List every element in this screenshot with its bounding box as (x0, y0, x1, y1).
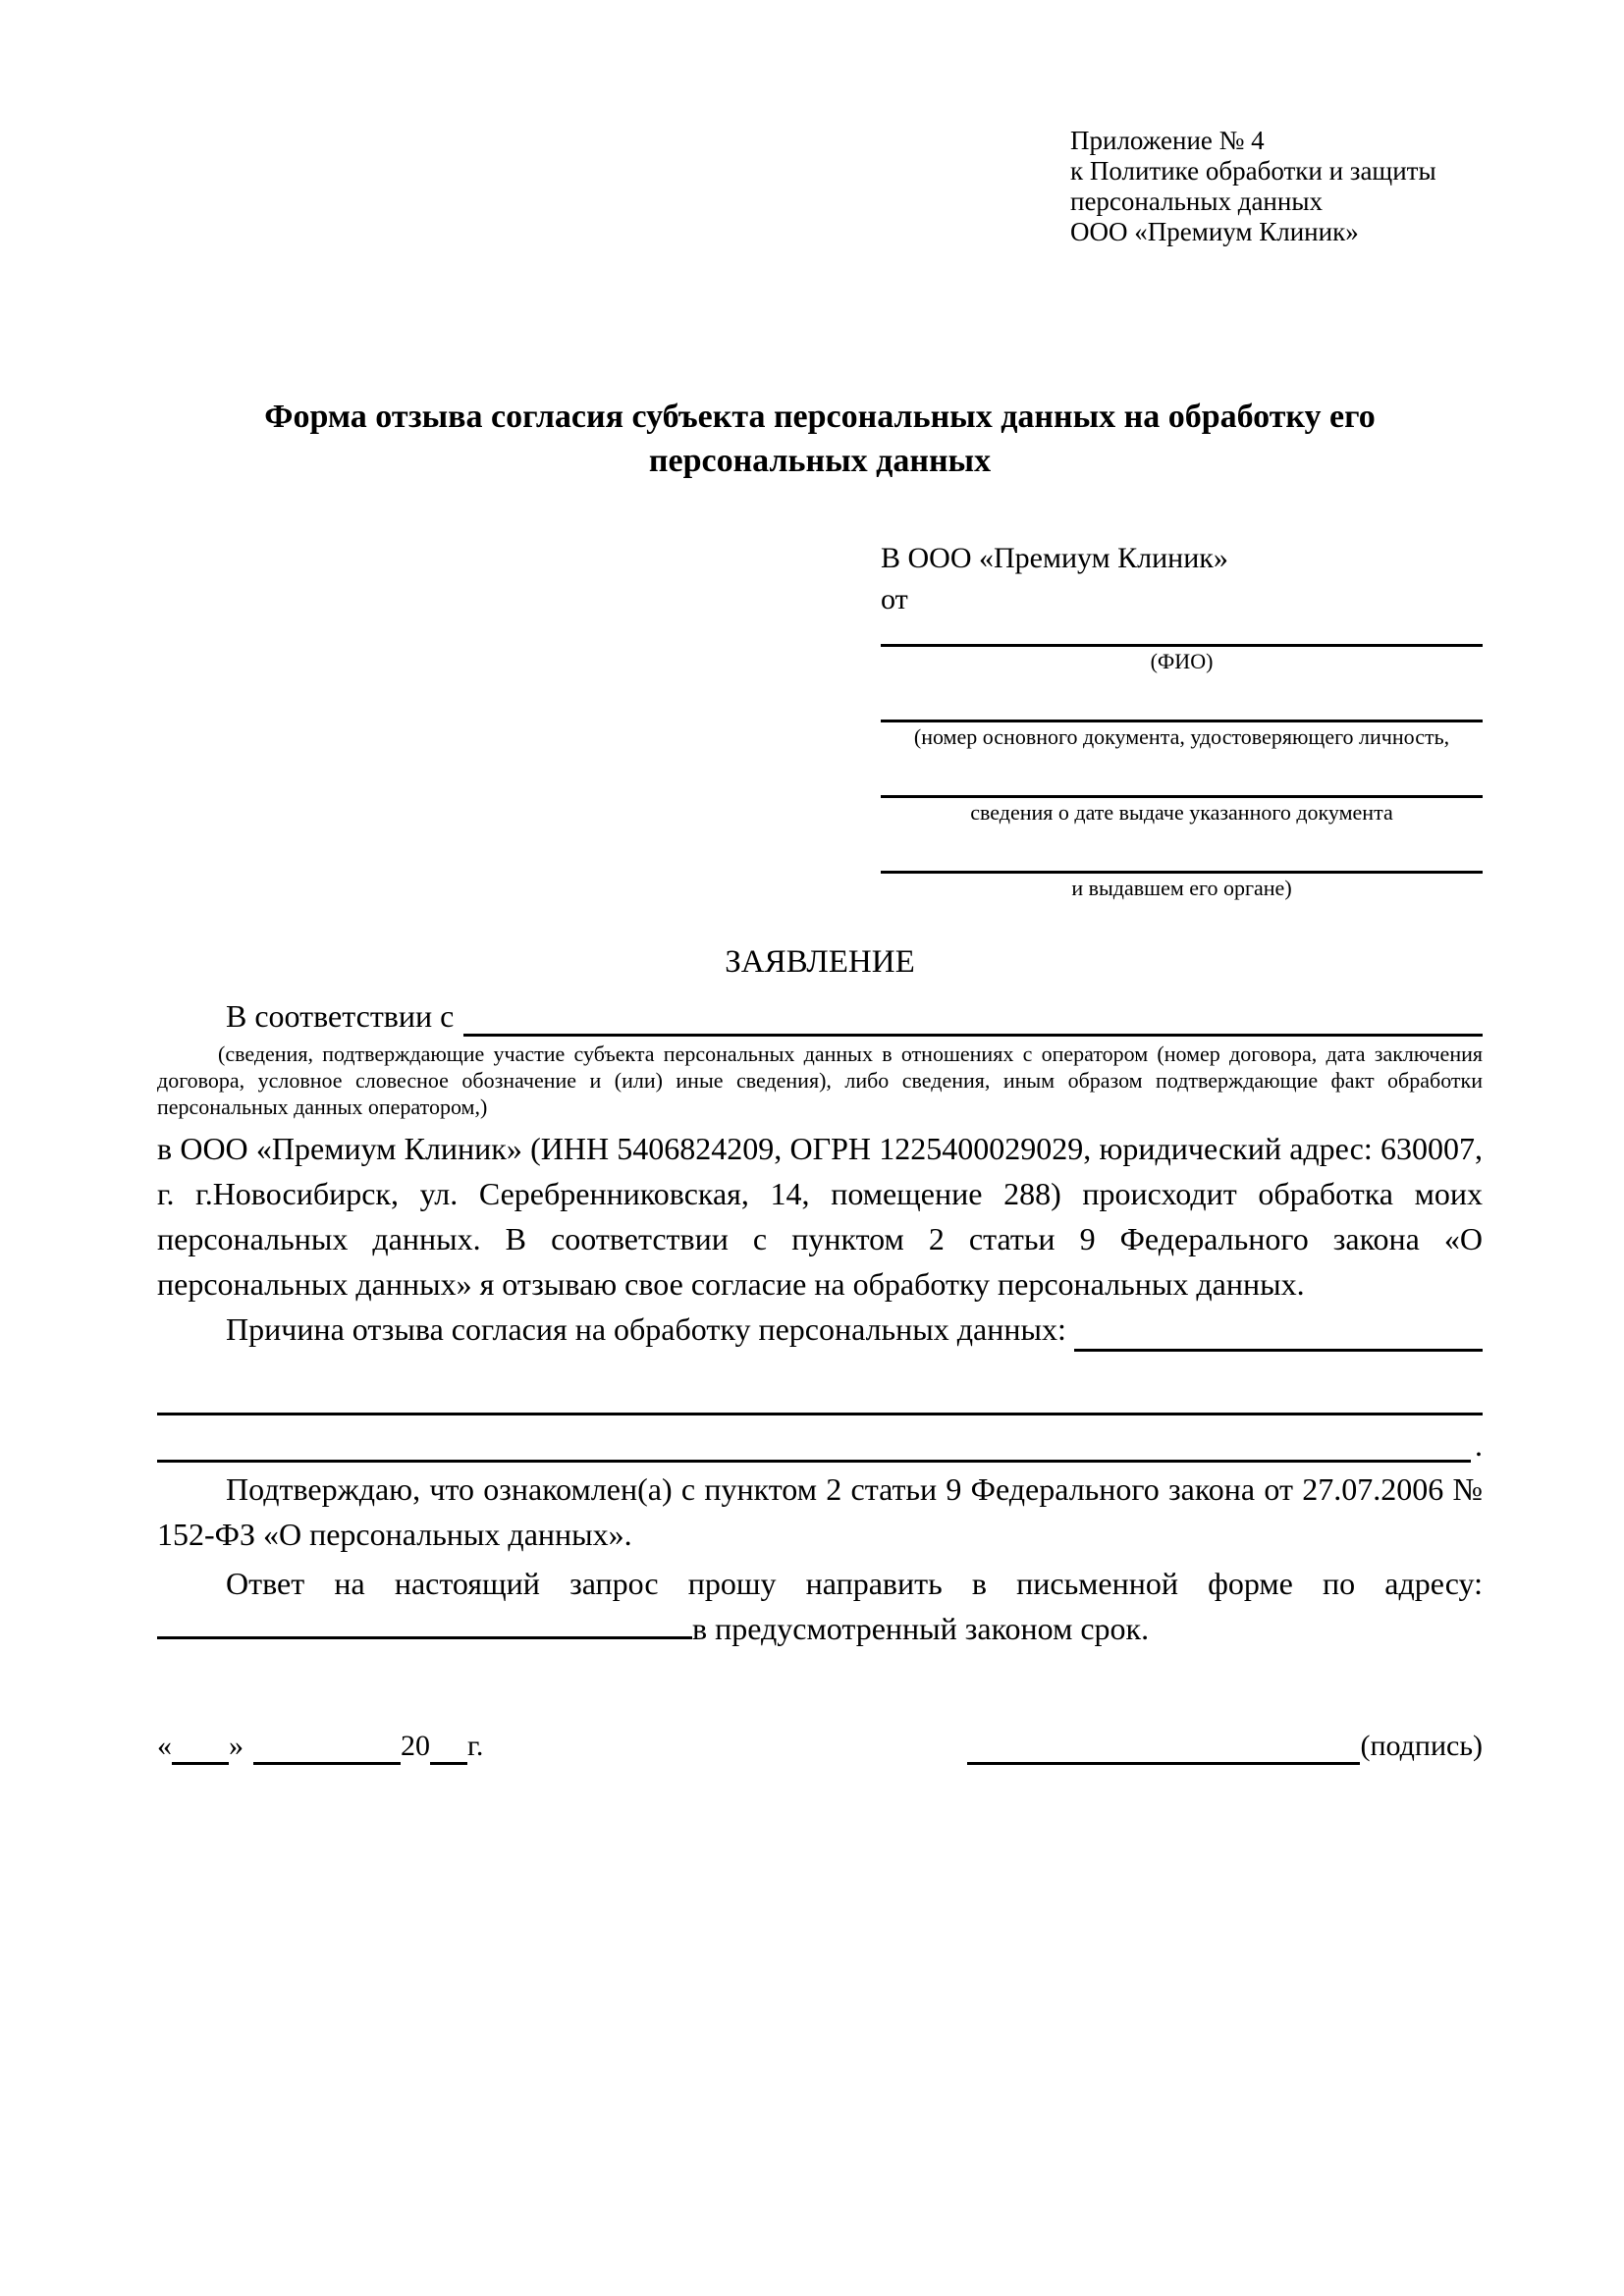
reason-row (157, 1307, 1483, 1352)
reason-blank-line-3 (157, 1415, 1483, 1463)
date-quote-close: » (229, 1730, 244, 1762)
doc-issuer-field (881, 871, 1483, 901)
signature-line (967, 1728, 1483, 1765)
appendix-line: к Политике обработки и защиты (1070, 156, 1436, 186)
appendix-block (1070, 126, 1483, 247)
reason-terminator: . (1475, 1427, 1483, 1463)
reply-request-text: Ответ на настоящий запрос прошу направить в письменной форме по адресу: (226, 1566, 1483, 1601)
statement-heading: ЗАЯВЛЕНИЕ (725, 944, 915, 980)
confirmation-paragraph: Подтверждаю, что ознакомлен(а) с пунктом 2 статьи 9 Федерального закона от 27.07.2006 № 152-ФЗ «О персональных данных». (157, 1471, 1483, 1552)
recipient-from-label: от (881, 583, 908, 615)
date-day-blank (172, 1733, 229, 1765)
fio-caption: (ФИО) (1150, 649, 1214, 673)
signature-caption: (подпись) (1360, 1730, 1483, 1762)
reason-blank-line-2 (157, 1352, 1483, 1415)
intro-row (157, 995, 1483, 1037)
recipient-block (881, 540, 1483, 901)
date-quote-open: « (157, 1730, 172, 1762)
reply-request-tail: в предусмотренный законом срок. (692, 1611, 1150, 1646)
fio-blank-line (881, 618, 1483, 647)
intro-note: (сведения, подтверждающие участие субъекта персональных данных в отношениях с оператором (номер договора, дата заключения договора, условное словесное обозначение и (или) иные сведения), либо сведения, иным образом подтверждающие факт обработки персональных данных оператором,) (157, 1041, 1483, 1119)
date-line (157, 1728, 483, 1765)
reason-label: Причина отзыва согласия на обработку персональных данных: (226, 1311, 1066, 1347)
doc-issue-date-caption: сведения о дате выдаче указанного документа (970, 800, 1393, 825)
doc-issuer-caption: и выдавшем его органе) (1071, 876, 1292, 900)
reason-blank-line-3-rule (157, 1415, 1471, 1463)
doc-issue-date-field (881, 795, 1483, 826)
signature-blank-line (967, 1733, 1360, 1765)
reply-address-blank-line (157, 1636, 692, 1639)
appendix-line: Приложение № 4 (1070, 126, 1265, 155)
document-title: Форма отзыва согласия субъекта персональных данных на обработку его персональных данных (264, 399, 1376, 479)
recipient-to: В ООО «Премиум Клиник» (881, 542, 1228, 574)
date-year-prefix: 20 (401, 1730, 430, 1762)
intro-blank-line (463, 995, 1483, 1037)
date-month-blank (253, 1733, 401, 1765)
appendix-line: ООО «Премиум Клиник» (1070, 217, 1359, 246)
body-paragraph: в ООО «Премиум Клиник» (ИНН 5406824209, ОГРН 1225400029029, юридический адрес: 630007, г. г.Новосибирск, ул. Серебренниковская, 14, помещение 288) происходит обработка моих персональных данных. В соответствии с пунктом 2 статьи 9 Федерального закона «О персональных данных» я отзываю свое согласие на обработку персональных данных. (157, 1131, 1483, 1302)
date-year-suffix: г. (467, 1730, 484, 1762)
doc-number-field (881, 720, 1483, 750)
date-year-blank (430, 1733, 467, 1765)
reply-paragraph (157, 1561, 1483, 1651)
footer-row (157, 1728, 1483, 1765)
doc-number-caption: (номер основного документа, удостоверяющего личность, (913, 724, 1450, 749)
appendix-line: персональных данных (1070, 187, 1323, 216)
reason-blank-line (1074, 1307, 1483, 1352)
intro-lead: В соответствии с (226, 998, 455, 1034)
